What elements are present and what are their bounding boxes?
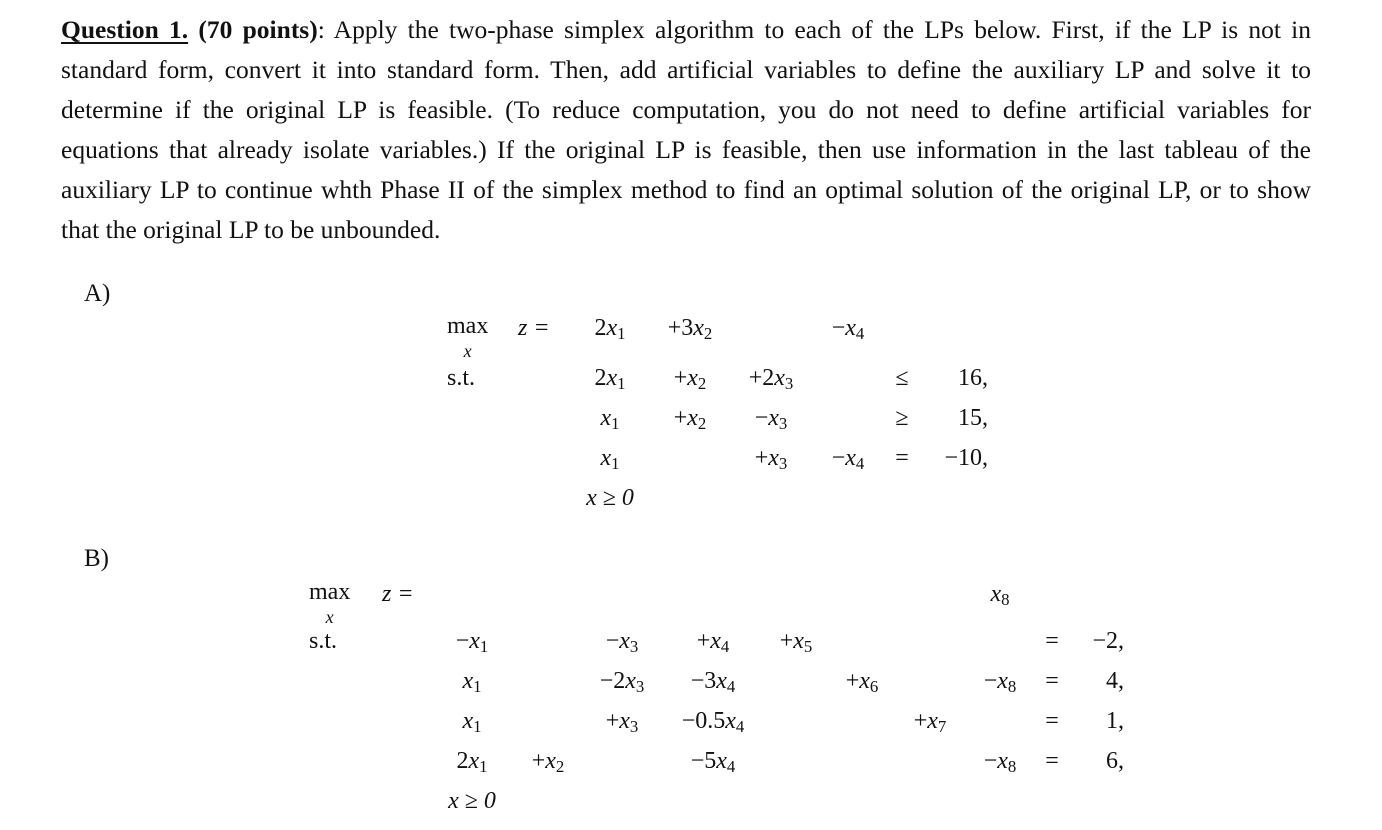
constraint-3-term-x7: +x7: [913, 708, 947, 737]
part_b-zeq: z =: [382, 581, 414, 607]
part_b-max: max x: [309, 579, 351, 627]
constraint-3-rhs: −10,: [944, 445, 988, 471]
constraint-2-term-x4: −3x4: [690, 668, 736, 697]
constraint-2-relation: =: [1045, 668, 1059, 694]
question-points: (70 points): [198, 15, 318, 44]
question-title: Question 1.: [61, 15, 189, 44]
constraint-1-term-x2: +x2: [673, 365, 707, 394]
constraint-1-term-x1: 2x1: [594, 365, 626, 394]
constraint-1-term-x4: +x4: [696, 628, 730, 657]
part-a-label: A): [84, 280, 111, 307]
constraint-2-term-x8: −x8: [983, 668, 1017, 697]
constraint-4-term-x1: 2x1: [456, 748, 488, 777]
constraint-2-relation: ≥: [895, 405, 909, 431]
part_a-zeq: z =: [518, 315, 550, 341]
constraint-1-rhs: 16,: [958, 365, 988, 391]
constraint-1-relation: ≤: [895, 365, 909, 391]
constraint-1-term-x3: −x3: [605, 628, 639, 657]
part_a-st: s.t.: [447, 365, 476, 391]
question-paragraph: [61, 10, 1311, 250]
constraint-2-term-x2: +x2: [673, 405, 707, 434]
part-b-label: B): [84, 545, 109, 572]
constraint-1-term-x3: +2x3: [748, 365, 794, 394]
constraint-3-term-x3: +x3: [605, 708, 639, 737]
constraint-4-term-x2: +x2: [531, 748, 565, 777]
constraint-2-term-x6: +x6: [845, 668, 879, 697]
constraint-4-term-x8: −x8: [983, 748, 1017, 777]
objective-term-x1: 2x1: [594, 315, 626, 344]
constraint-4-term-x4: −5x4: [690, 748, 736, 777]
constraint-3-term-x1: x1: [462, 708, 482, 737]
constraint-2-term-x1: x1: [462, 668, 482, 697]
part_a-max: max x: [447, 313, 489, 361]
constraint-3-term-x1: x1: [600, 445, 620, 474]
objective-term-x4: −x4: [831, 315, 865, 344]
part_b-nonneg: x ≥ 0: [448, 788, 496, 814]
constraint-1-term-x1: −x1: [455, 628, 489, 657]
constraint-1-relation: =: [1045, 628, 1059, 654]
constraint-3-term-x4: −x4: [831, 445, 865, 474]
constraint-1-rhs: −2,: [1092, 628, 1124, 654]
constraint-3-term-x3: +x3: [754, 445, 788, 474]
objective-term-x2: +3x2: [667, 315, 713, 344]
constraint-4-rhs: 6,: [1106, 748, 1124, 774]
part_b-st: s.t.: [309, 628, 338, 654]
constraint-3-rhs: 1,: [1106, 708, 1124, 734]
objective-term-x8: x8: [990, 581, 1010, 610]
constraint-2-rhs: 4,: [1106, 668, 1124, 694]
question-text: : Apply the two-phase simplex algorithm to each of the LPs below. First, if the LP is not in standard form, convert it into standard form. Then, add artificial variables to define the auxiliary LP and solve it to determine if the original LP is feasible. (To reduce computation, you do not need to define artificial variables for equations that already isolate variables.) If the original LP is feasible, then use information in the last tableau of the auxiliary LP to continue whth Phase II of the simplex method to find an optimal solution of the original LP, or to show that the original LP to be unbounded.: [61, 15, 1312, 244]
constraint-4-relation: =: [1045, 748, 1059, 774]
part_a-nonneg: x ≥ 0: [586, 485, 634, 511]
constraint-3-relation: =: [1045, 708, 1059, 734]
constraint-2-term-x3: −2x3: [599, 668, 645, 697]
constraint-3-relation: =: [895, 445, 909, 471]
constraint-2-rhs: 15,: [958, 405, 988, 431]
constraint-3-term-x4: −0.5x4: [681, 708, 745, 737]
constraint-2-term-x1: x1: [600, 405, 620, 434]
constraint-1-term-x5: +x5: [779, 628, 813, 657]
constraint-2-term-x3: −x3: [754, 405, 788, 434]
